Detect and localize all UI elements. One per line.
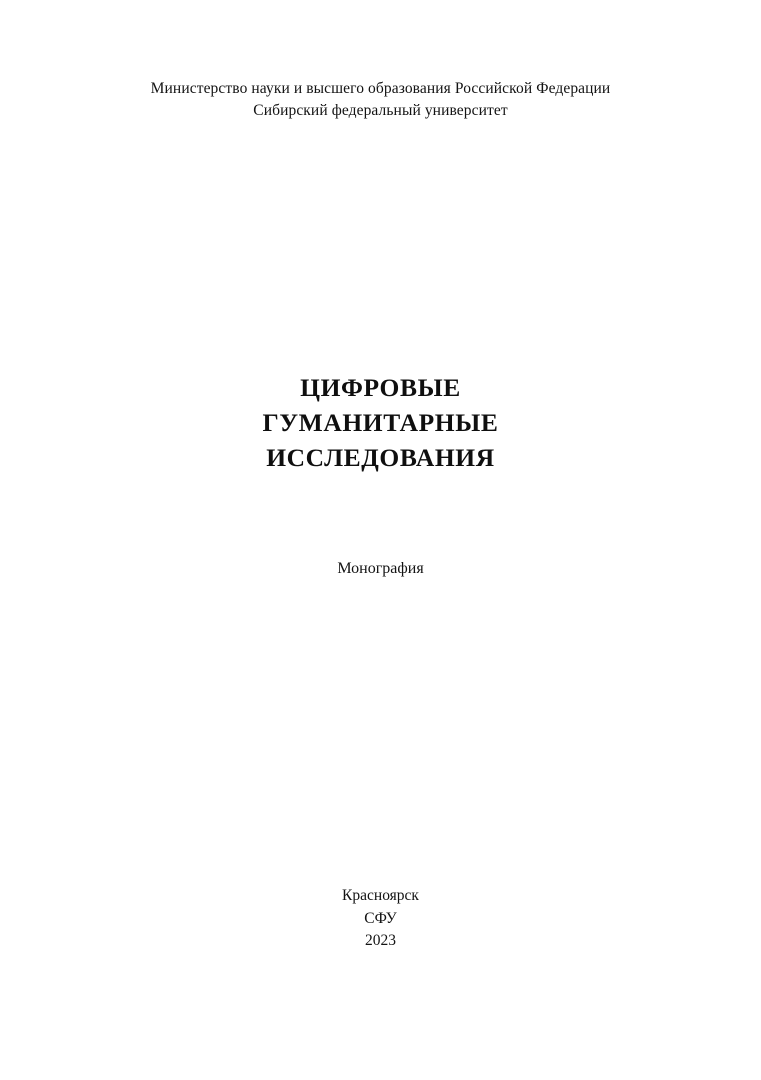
publisher-block	[0, 78, 761, 122]
document-type-label: Монография	[337, 560, 424, 577]
title-line-2: ГУМАНИТАРНЫЕ	[262, 408, 499, 437]
title-line-1: ЦИФРОВЫЕ	[300, 373, 461, 402]
title-line-3: ИССЛЕДОВАНИЯ	[266, 443, 495, 472]
ministry-line: Министерство науки и высшего образования Российской Федерации	[150, 80, 611, 97]
imprint-press: СФУ	[364, 909, 397, 927]
imprint-year: 2023	[365, 932, 396, 949]
page-title	[0, 370, 761, 475]
subtitle-block	[0, 558, 761, 580]
imprint-city: Красноярск	[342, 887, 419, 904]
imprint-block	[0, 885, 761, 953]
university-line: Сибирский федеральный университет	[253, 102, 508, 119]
